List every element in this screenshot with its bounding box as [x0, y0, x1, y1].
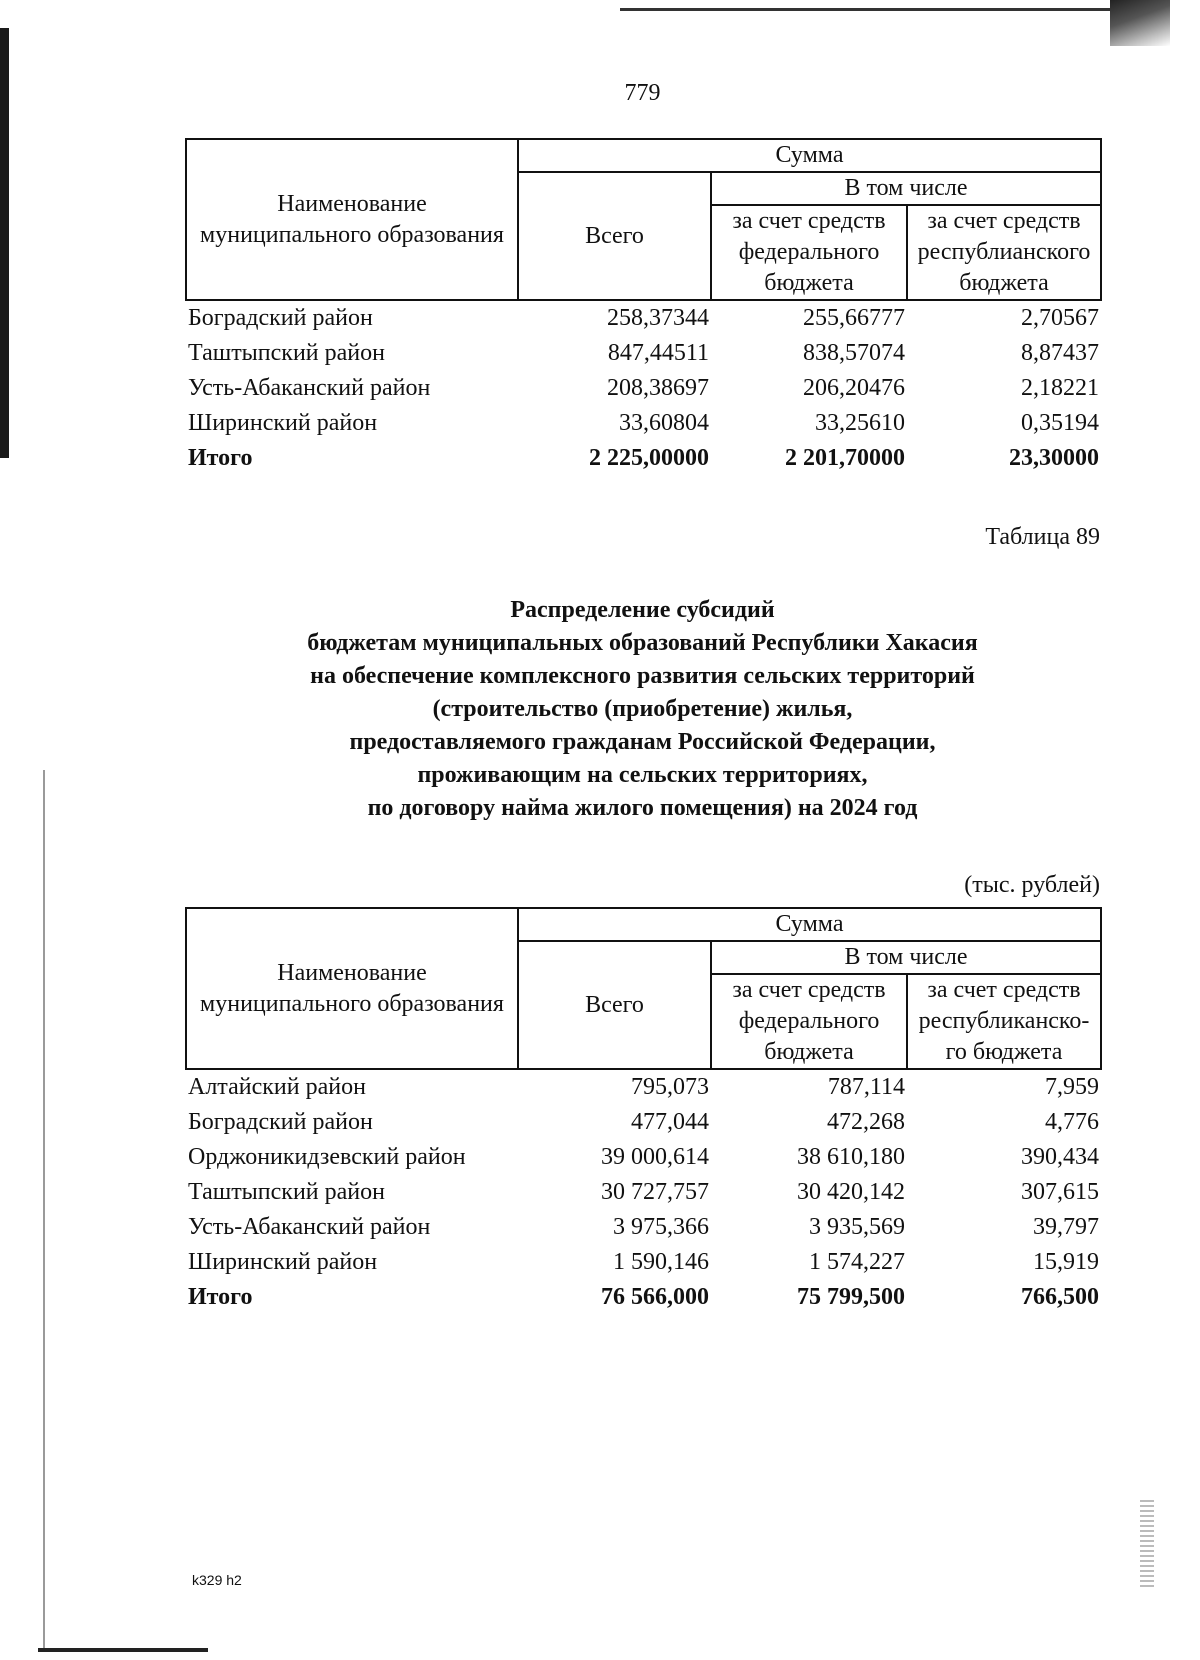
table-body: [186, 300, 1101, 476]
table-number: Таблица 89: [985, 524, 1100, 550]
municipality-cell: Алтайский район: [188, 1074, 366, 1100]
federal-cell: 472,268: [827, 1109, 905, 1135]
republican-cell: 8,87437: [1021, 340, 1099, 366]
municipality-cell: Ширинский район: [188, 410, 378, 436]
federal-cell: 255,66777: [803, 305, 905, 331]
total-cell: 795,073: [631, 1074, 709, 1100]
title-line: проживающим на сельских территориях,: [417, 762, 868, 788]
federal-cell: 33,25610: [815, 410, 905, 436]
table-row: [186, 1245, 1101, 1280]
including-header: В том числе: [711, 941, 1101, 974]
federal-cell: 2 201,70000: [785, 445, 905, 471]
title-line: по договору найма жилого помещения) на 2024 год: [367, 795, 918, 821]
table-row: [186, 371, 1101, 406]
municipality-cell: Итого: [188, 1284, 253, 1310]
republican-cell: 0,35194: [1021, 410, 1099, 436]
total-cell: 258,37344: [607, 305, 709, 331]
scan-noise: [1140, 1500, 1154, 1590]
total-cell: 39 000,614: [601, 1144, 709, 1170]
table-header: [186, 139, 1101, 300]
municipality-cell: Таштыпский район: [188, 340, 385, 366]
total-header: Всего: [518, 941, 711, 1069]
republican-cell: 7,959: [1045, 1074, 1099, 1100]
municipality-cell: Ширинский район: [188, 1249, 378, 1275]
total-cell: 3 975,366: [613, 1214, 709, 1240]
footer-code: k329 h2: [192, 1572, 242, 1588]
municipality-cell: Орджоникидзевский район: [188, 1144, 466, 1170]
republican-cell: 4,776: [1045, 1109, 1099, 1135]
table-title: [185, 594, 1100, 825]
federal-cell: 75 799,500: [797, 1284, 905, 1310]
republican-cell: 2,18221: [1021, 375, 1099, 401]
continuation-table: [185, 138, 1102, 476]
units-label: (тыс. рублей): [964, 872, 1100, 898]
table-row: [186, 1210, 1101, 1245]
federal-cell: 787,114: [827, 1074, 905, 1100]
total-cell: 76 566,000: [601, 1284, 709, 1310]
table-row: [186, 1105, 1101, 1140]
municipality-header: Наименование муниципального образования: [186, 908, 518, 1069]
federal-cell: 1 574,227: [809, 1249, 905, 1275]
title-line: на обеспечение комплексного развития сельских территорий: [310, 663, 975, 689]
municipality-cell: Боградский район: [188, 1109, 373, 1135]
total-cell: 477,044: [631, 1109, 709, 1135]
municipality-cell: Итого: [188, 445, 253, 471]
total-cell: 1 590,146: [613, 1249, 709, 1275]
page-number: 779: [624, 80, 661, 106]
republican-cell: 307,615: [1021, 1179, 1099, 1205]
federal-header: за счет средств федерального бюджета: [711, 205, 907, 300]
total-cell: 33,60804: [619, 410, 709, 436]
total-cell: 208,38697: [607, 375, 709, 401]
republican-cell: 390,434: [1021, 1144, 1099, 1170]
federal-cell: 3 935,569: [809, 1214, 905, 1240]
table-row: [186, 1140, 1101, 1175]
municipality-cell: Усть-Абаканский район: [188, 375, 431, 401]
sum-header: Сумма: [518, 139, 1101, 172]
total-cell: 2 225,00000: [589, 445, 709, 471]
including-header: В том числе: [711, 172, 1101, 205]
federal-cell: 206,20476: [803, 375, 905, 401]
table-body: [186, 1069, 1101, 1315]
total-cell: 30 727,757: [601, 1179, 709, 1205]
republican-header: за счет средств республианского бюджета: [907, 205, 1101, 300]
total-cell: 847,44511: [607, 340, 709, 366]
republican-cell: 23,30000: [1009, 445, 1099, 471]
table-row: [186, 1175, 1101, 1210]
republican-cell: 2,70567: [1021, 305, 1099, 331]
scan-bottom-line: [38, 1648, 208, 1652]
sum-header: Сумма: [518, 908, 1101, 941]
municipality-cell: Боградский район: [188, 305, 373, 331]
table-row: [186, 300, 1101, 336]
municipality-header: Наименование муниципального образования: [186, 139, 518, 300]
title-line: бюджетам муниципальных образований Республики Хакасия: [307, 630, 978, 656]
title-line: предоставляемого гражданам Российской Федерации,: [349, 729, 936, 755]
table-row: [186, 406, 1101, 441]
federal-header: за счет средств федерального бюджета: [711, 974, 907, 1069]
federal-cell: 838,57074: [803, 340, 905, 366]
scan-edge-line: [43, 770, 45, 1650]
municipality-cell: Усть-Абаканский район: [188, 1214, 431, 1240]
republican-cell: 15,919: [1033, 1249, 1099, 1275]
republican-cell: 39,797: [1033, 1214, 1099, 1240]
republican-cell: 766,500: [1021, 1284, 1099, 1310]
total-row: [186, 441, 1101, 476]
federal-cell: 38 610,180: [797, 1144, 905, 1170]
total-header: Всего: [518, 172, 711, 300]
subsidy-table: [185, 907, 1102, 1315]
table-header: [186, 908, 1101, 1069]
federal-cell: 30 420,142: [797, 1179, 905, 1205]
republican-header: за счет средств республиканско-го бюджета: [907, 974, 1101, 1069]
scan-top-line: [620, 8, 1140, 11]
municipality-cell: Таштыпский район: [188, 1179, 385, 1205]
total-row: [186, 1280, 1101, 1315]
table-row: [186, 336, 1101, 371]
title-line: Распределение субсидий: [510, 597, 775, 623]
scan-corner-shadow: [1110, 0, 1170, 46]
title-line: (строительство (приобретение) жилья,: [432, 696, 853, 722]
table-row: [186, 1069, 1101, 1105]
